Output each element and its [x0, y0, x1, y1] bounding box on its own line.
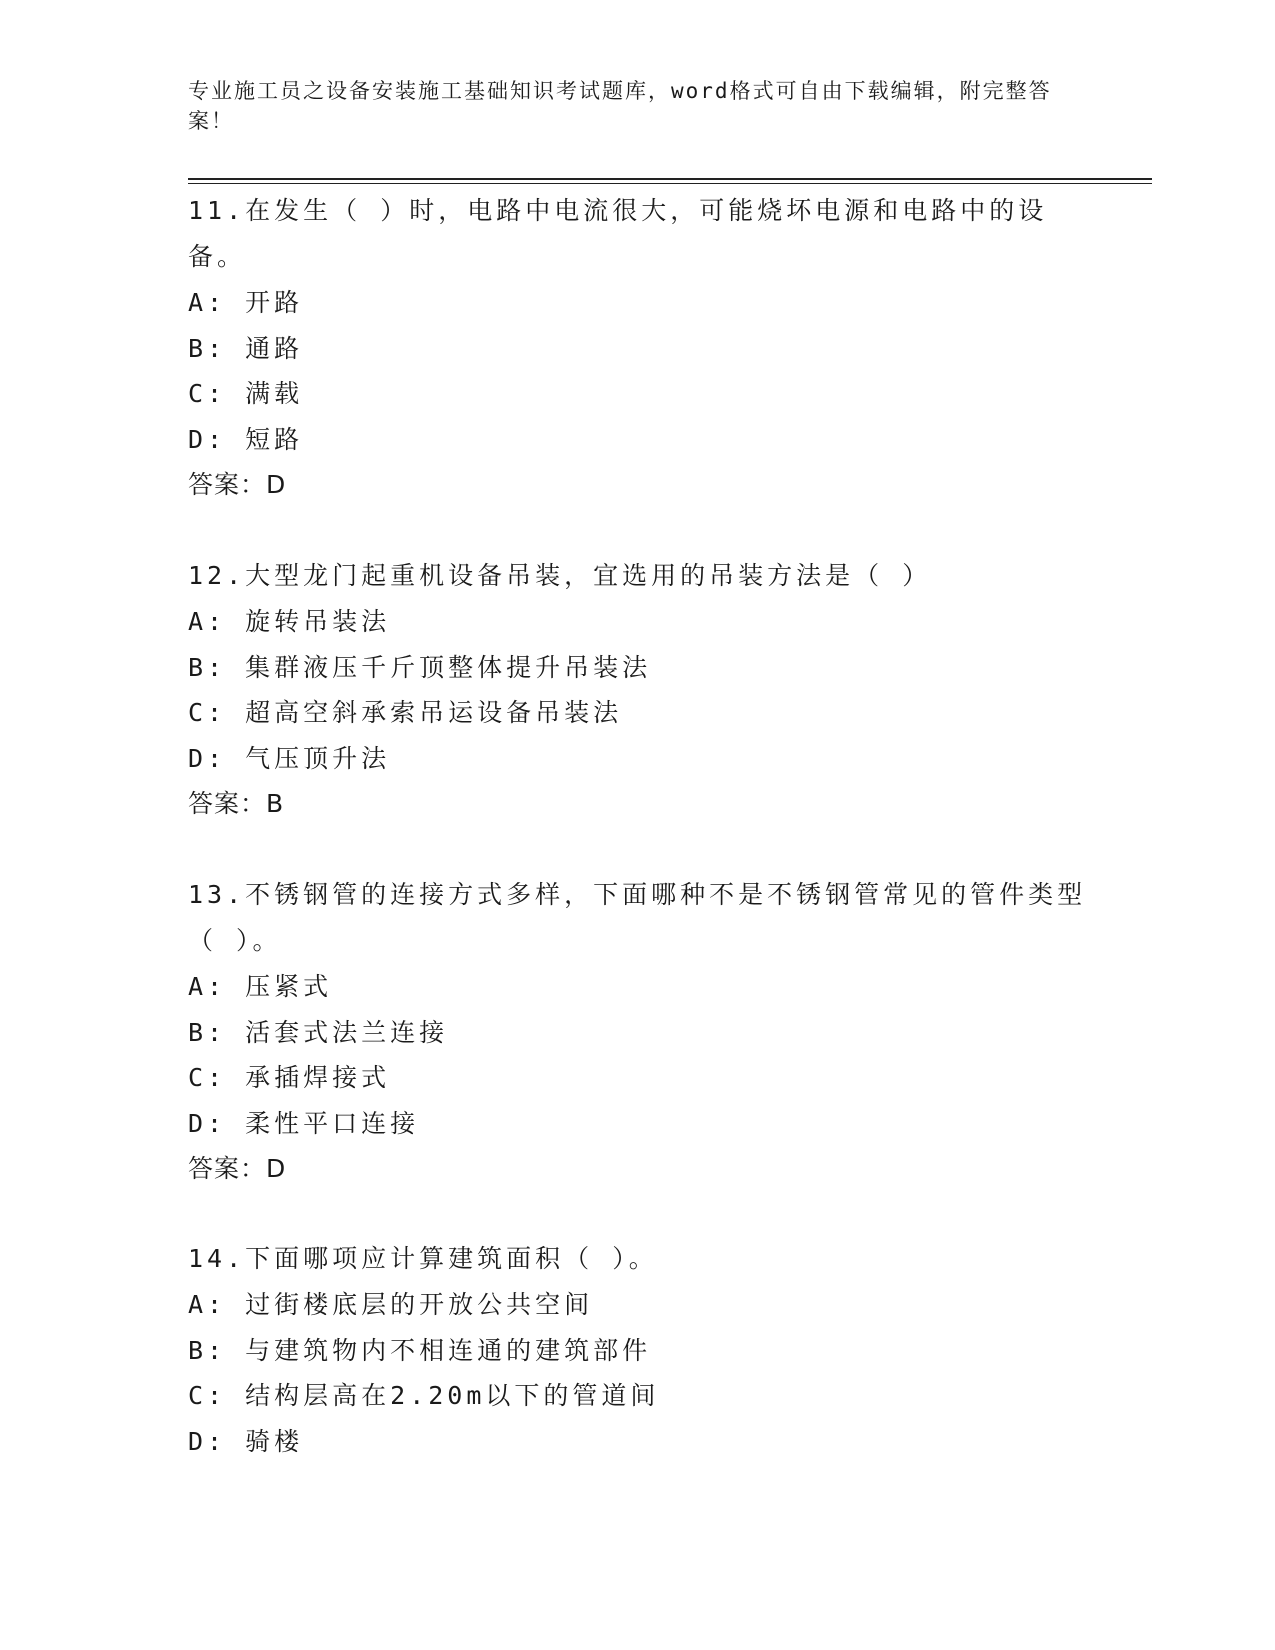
- option-b: B: 通路: [188, 333, 304, 363]
- question-stem: 12.大型龙门起重机设备吊装，宜选用的吊装方法是（ ）: [188, 561, 932, 590]
- option-d: D: 气压顶升法: [188, 743, 391, 773]
- option-d: D: 短路: [188, 424, 304, 454]
- option-c: C: 满载: [188, 379, 304, 408]
- option-a: A: 开路: [188, 288, 304, 317]
- question-12: [188, 553, 1088, 827]
- question-13: [188, 872, 1088, 1192]
- question-stem: 14.下面哪项应计算建筑面积（ ）。: [188, 1244, 658, 1273]
- option-b: B: 集群液压千斤顶整体提升吊装法: [188, 652, 652, 682]
- header-divider-thin: [188, 183, 1152, 184]
- question-14: [188, 1236, 1088, 1464]
- option-a: A: 过街楼底层的开放公共空间: [188, 1290, 594, 1319]
- option-d: D: 骑楼: [188, 1426, 304, 1456]
- option-b: B: 活套式法兰连接: [188, 1017, 449, 1047]
- option-a: A: 旋转吊装法: [188, 607, 391, 636]
- option-a: A: 压紧式: [188, 972, 333, 1001]
- option-b: B: 与建筑物内不相连通的建筑部件: [188, 1335, 652, 1365]
- option-d: D: 柔性平口连接: [188, 1108, 420, 1138]
- answer: 答案：D: [188, 1154, 287, 1183]
- document-header: 专业施工员之设备安装施工基础知识考试题库，word格式可自由下载编辑，附完整答案！: [188, 79, 1052, 133]
- answer: 答案：B: [188, 789, 285, 818]
- answer: 答案：D: [188, 470, 287, 499]
- question-stem: 13.不锈钢管的连接方式多样，下面哪种不是不锈钢管常见的管件类型（ ）。: [188, 880, 1087, 955]
- option-c: C: 结构层高在2.20m以下的管道间: [188, 1381, 660, 1410]
- question-11: [188, 188, 1088, 508]
- option-c: C: 承插焊接式: [188, 1063, 391, 1092]
- option-c: C: 超高空斜承索吊运设备吊装法: [188, 698, 623, 727]
- question-stem: 11.在发生（ ）时，电路中电流很大，可能烧坏电源和电路中的设备。: [188, 196, 1048, 271]
- header-divider: [188, 178, 1152, 180]
